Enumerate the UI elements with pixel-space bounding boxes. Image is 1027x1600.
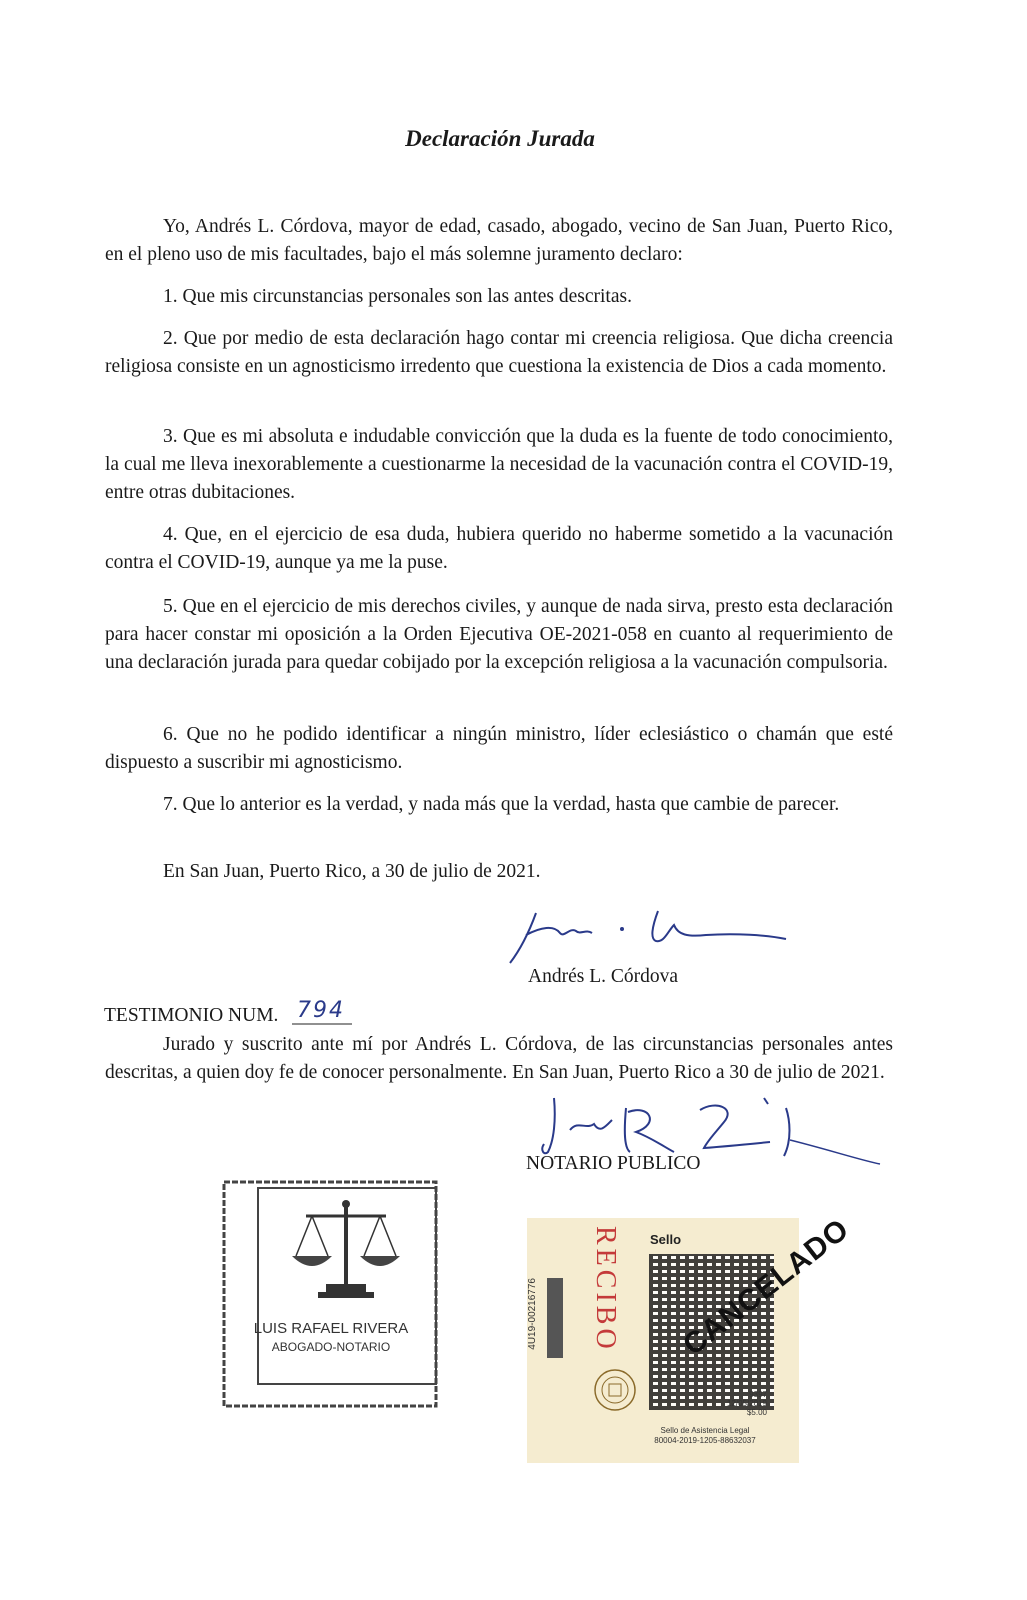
declaration-item-2: 2. Que por medio de esta declaración hago contar mi creencia religiosa. Que dicha creencia religiosa consiste en un agnosticismo irredento que cuestiona la existencia de Dios a cada momento. [105, 328, 893, 377]
stamp-serial: 4U19-00216776 [527, 1278, 538, 1350]
seal-name: LUIS RAFAEL RIVERA [253, 1320, 409, 1337]
declaration-item-5: 5. Que en el ejercicio de mis derechos civiles, y aunque de nada sirva, presto esta declaración para hacer constar mi oposición a la Orden Ejecutiva OE-2021-058 en cuanto al requerimiento de una declaración jurada para quedar cobijado por la excepción religiosa a la vacunación compulsoria. [105, 596, 893, 673]
notary-seal [222, 1180, 438, 1408]
notary-label: NOTARIO PUBLICO [526, 1153, 701, 1174]
stamp-recibo-word: RECIBO [590, 1226, 621, 1353]
place-date: En San Juan, Puerto Rico, a 30 de julio de 2021. [163, 861, 541, 882]
stamp-sello-label: Sello [650, 1232, 682, 1247]
stamp-amount: $5.00 [746, 1408, 767, 1417]
stamp-cancel-mark: CANCELADO [677, 1212, 856, 1363]
document-title: Declaración Jurada [405, 126, 595, 151]
declaration-item-6: 6. Que no he podido identificar a ningún ministro, líder eclesiástico o chamán que esté dispuesto a suscribir mi agnosticismo. [105, 724, 893, 773]
stamp-hologram-strip [547, 1278, 563, 1358]
intro-paragraph: Yo, Andrés L. Córdova, mayor de edad, casado, abogado, vecino de San Juan, Puerto Rico, en el pleno uso de mis facultades, bajo el más solemne juramento declaro: [105, 216, 893, 265]
jurat-paragraph: Jurado y suscrito ante mí por Andrés L. Córdova, de las circunstancias personales antes descritas, a quien doy fe de conocer personalmente. En San Juan, Puerto Rico a 30 de julio de 2021. [105, 1034, 893, 1083]
notary-signature [540, 1090, 900, 1200]
legal-assistance-stamp [527, 1212, 856, 1463]
declaration-item-7: 7. Que lo anterior es la verdad, y nada más que la verdad, hasta que cambie de parecer. [163, 794, 840, 815]
declaration-item-1: 1. Que mis circunstancias personales son las antes descritas. [163, 286, 632, 307]
signer-signature [506, 905, 796, 975]
stamp-date: 12/05/2019 [726, 1399, 767, 1408]
stamp-number: 9397 [749, 1390, 767, 1399]
declaration-item-3: 3. Que es mi absoluta e indudable convicción que la duda es la fuente de todo conocimiento, la cual me lleva inexorablemente a cuestionarme la necesidad de la vacunación contra el COVID-19, entre otras dubitaciones. [105, 426, 893, 503]
declaration-item-4: 4. Que, en el ejercicio de esa duda, hubiera querido no haberme sometido a la vacunación contra el COVID-19, aunque ya me la puse. [105, 524, 893, 573]
testimonio-number: 794 [297, 998, 345, 1023]
testimonio-label: TESTIMONIO NUM. [104, 1005, 279, 1026]
signer-name: Andrés L. Córdova [528, 966, 679, 987]
stamp-legal-label: Sello de Asistencia Legal [660, 1426, 750, 1435]
seal-title: ABOGADO-NOTARIO [271, 1340, 391, 1354]
stamp-code: 80004-2019-1205-88632037 [654, 1436, 756, 1445]
stamp-emblem-icon [593, 1368, 637, 1412]
